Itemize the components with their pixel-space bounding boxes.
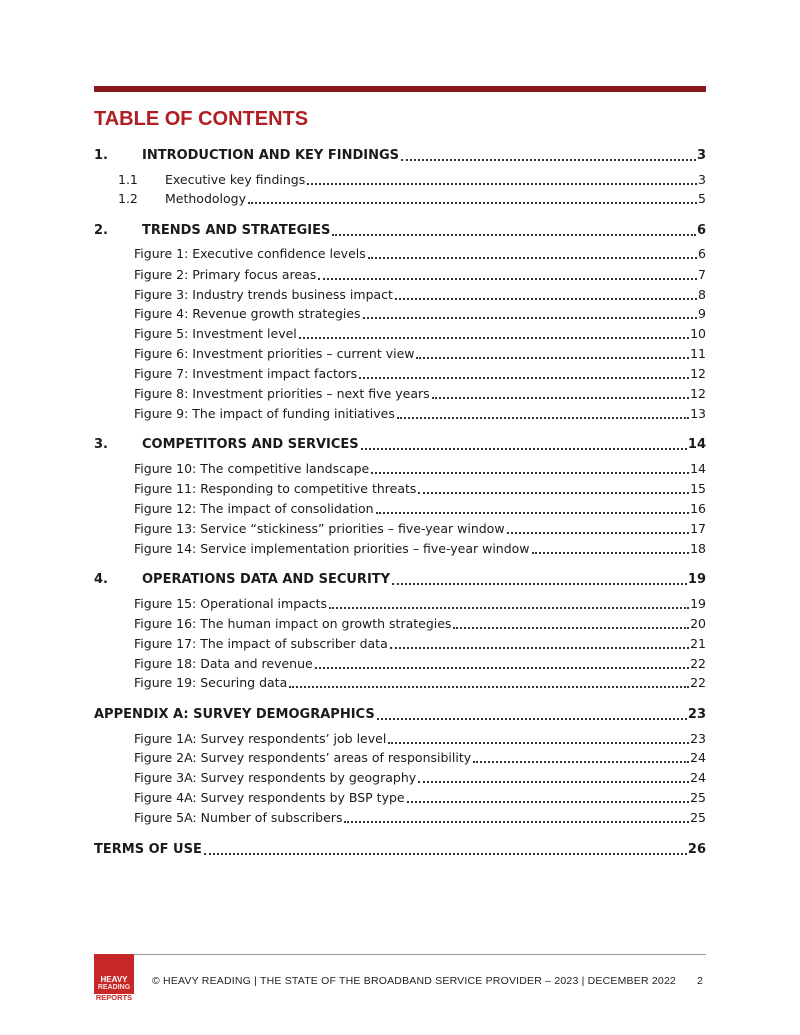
toc-entry-text: TERMS OF USE bbox=[94, 842, 202, 857]
toc-entry-text: Figure 10: The competitive landscape bbox=[134, 461, 370, 476]
toc-entry-text: Executive key findings bbox=[165, 172, 306, 187]
dot-leader bbox=[416, 356, 689, 359]
toc-entry-page: 12 bbox=[690, 366, 706, 381]
toc-figure-entry[interactable] bbox=[134, 519, 706, 537]
toc-section-entry[interactable] bbox=[94, 705, 706, 723]
toc-figure-entry[interactable] bbox=[134, 673, 706, 691]
toc-entry-page: 6 bbox=[698, 246, 706, 261]
dot-leader bbox=[371, 471, 689, 474]
toc-figure-entry[interactable] bbox=[134, 459, 706, 477]
toc-entry-page: 9 bbox=[698, 306, 706, 321]
dot-leader bbox=[332, 233, 696, 236]
toc-entry-number: 4. bbox=[94, 572, 108, 587]
heavy-reading-logo bbox=[94, 954, 134, 1002]
dot-leader bbox=[401, 158, 696, 161]
dot-leader bbox=[376, 511, 690, 514]
dot-leader bbox=[299, 336, 689, 339]
toc-entry-page: 26 bbox=[687, 842, 706, 857]
toc-entry-page: 10 bbox=[690, 326, 706, 341]
dot-leader bbox=[344, 820, 689, 823]
dot-leader bbox=[318, 277, 697, 280]
footer-rule bbox=[134, 954, 706, 955]
dot-leader bbox=[377, 717, 687, 720]
toc-entry-text: Figure 4: Revenue growth strategies bbox=[134, 306, 361, 321]
toc-section-entry[interactable] bbox=[94, 570, 706, 588]
logo-line-3: REPORTS bbox=[95, 993, 133, 1002]
dot-leader bbox=[388, 741, 689, 744]
header-rule bbox=[94, 86, 706, 92]
dot-leader bbox=[432, 396, 689, 399]
toc-entry-page: 12 bbox=[690, 386, 706, 401]
toc-entry-text: INTRODUCTION AND KEY FINDINGS bbox=[142, 148, 399, 163]
toc-entry-number: 1.2 bbox=[118, 191, 138, 206]
toc-entry-number: 3. bbox=[94, 437, 108, 452]
toc-entry-text: Figure 14: Service implementation priorities – five-year window bbox=[134, 541, 530, 556]
toc-figure-entry[interactable] bbox=[134, 324, 706, 342]
toc-entry-page: 22 bbox=[690, 675, 706, 690]
toc-entry-text: APPENDIX A: SURVEY DEMOGRAPHICS bbox=[94, 707, 375, 722]
toc-entry-page: 25 bbox=[690, 810, 706, 825]
dot-leader bbox=[418, 491, 689, 494]
toc-entry-text: Figure 15: Operational impacts bbox=[134, 596, 328, 611]
toc-entry-page: 16 bbox=[690, 501, 706, 516]
toc-entry-page: 8 bbox=[698, 287, 706, 302]
dot-leader bbox=[368, 256, 697, 259]
toc-entry-text: Figure 8: Investment priorities – next five years bbox=[134, 386, 430, 401]
dot-leader bbox=[392, 582, 687, 585]
dot-leader bbox=[307, 182, 697, 185]
toc-entry-page: 14 bbox=[690, 461, 706, 476]
toc-entry-page: 6 bbox=[696, 223, 706, 238]
dot-leader bbox=[532, 551, 690, 554]
logo-line-1: HEAVY bbox=[100, 975, 128, 984]
toc-entry-text: Figure 19: Securing data bbox=[134, 675, 288, 690]
toc-entry-page: 19 bbox=[690, 596, 706, 611]
toc-section-entry[interactable] bbox=[94, 221, 706, 239]
dot-leader bbox=[473, 760, 689, 763]
toc-subsection-entry[interactable] bbox=[118, 189, 706, 207]
toc-entry-text: Figure 11: Responding to competitive threats bbox=[134, 481, 417, 496]
toc-subsection-entry[interactable] bbox=[118, 170, 706, 188]
toc-entry-number: 1. bbox=[94, 148, 108, 163]
toc-figure-entry[interactable] bbox=[134, 479, 706, 497]
toc-entry-text: TRENDS AND STRATEGIES bbox=[142, 223, 331, 238]
toc-entry-number: 2. bbox=[94, 223, 108, 238]
dot-leader bbox=[289, 685, 689, 688]
toc-entry-text: Figure 13: Service “stickiness” priorities – five-year window bbox=[134, 521, 505, 536]
logo-line-2: READING bbox=[97, 984, 131, 991]
toc-figure-entry[interactable] bbox=[134, 654, 706, 672]
toc-figure-entry[interactable] bbox=[134, 748, 706, 766]
toc-figure-entry[interactable] bbox=[134, 304, 706, 322]
footer-page-number: 2 bbox=[697, 975, 703, 987]
toc-entry-page: 24 bbox=[690, 750, 706, 765]
dot-leader bbox=[329, 606, 689, 609]
toc-entry-page: 23 bbox=[687, 707, 706, 722]
toc-figure-entry[interactable] bbox=[134, 285, 706, 303]
toc-figure-entry[interactable] bbox=[134, 344, 706, 362]
dot-leader bbox=[507, 531, 690, 534]
toc-entry-text: OPERATIONS DATA AND SECURITY bbox=[142, 572, 391, 587]
dot-leader bbox=[453, 626, 689, 629]
toc-section-entry[interactable] bbox=[94, 435, 706, 453]
toc-section-entry[interactable] bbox=[94, 840, 706, 858]
toc-entry-page: 7 bbox=[698, 267, 706, 282]
toc-figure-entry[interactable] bbox=[134, 594, 706, 612]
toc-figure-entry[interactable] bbox=[134, 244, 706, 262]
dot-leader bbox=[248, 201, 697, 204]
toc-figure-entry[interactable] bbox=[134, 265, 706, 283]
toc-entry-page: 15 bbox=[690, 481, 706, 496]
toc-figure-entry[interactable] bbox=[134, 788, 706, 806]
toc-section-entry[interactable] bbox=[94, 146, 706, 164]
toc-entry-text: Methodology bbox=[165, 191, 246, 206]
toc-entry-page: 3 bbox=[696, 148, 706, 163]
toc-entry-text: Figure 3: Industry trends business impact bbox=[134, 287, 393, 302]
toc-entry-text: Figure 1A: Survey respondents’ job level bbox=[134, 731, 387, 746]
toc-entry-text: COMPETITORS AND SERVICES bbox=[142, 437, 359, 452]
toc-figure-entry[interactable] bbox=[134, 614, 706, 632]
page-title: TABLE OF CONTENTS bbox=[94, 108, 309, 130]
dot-leader bbox=[397, 416, 689, 419]
toc-entry-text: Figure 12: The impact of consolidation bbox=[134, 501, 374, 516]
toc-entry-page: 19 bbox=[687, 572, 706, 587]
toc-entry-text: Figure 17: The impact of subscriber data bbox=[134, 636, 388, 651]
toc-entry-text: Figure 2: Primary focus areas bbox=[134, 267, 317, 282]
toc-entry-page: 14 bbox=[687, 437, 706, 452]
toc-entry-text: Figure 7: Investment impact factors bbox=[134, 366, 358, 381]
dot-leader bbox=[418, 780, 689, 783]
toc-figure-entry[interactable] bbox=[134, 384, 706, 402]
toc-figure-entry[interactable] bbox=[134, 539, 706, 557]
toc-entry-text: Figure 18: Data and revenue bbox=[134, 656, 313, 671]
toc-entry-page: 13 bbox=[690, 406, 706, 421]
toc-entry-page: 11 bbox=[690, 346, 706, 361]
toc-entry-text: Figure 2A: Survey respondents’ areas of responsibility bbox=[134, 750, 472, 765]
toc-entry-page: 23 bbox=[690, 731, 706, 746]
toc-entry-page: 22 bbox=[690, 656, 706, 671]
dot-leader bbox=[407, 800, 689, 803]
toc-entry-text: Figure 5: Investment level bbox=[134, 326, 297, 341]
toc-entry-number: 1.1 bbox=[118, 172, 138, 187]
dot-leader bbox=[359, 376, 689, 379]
toc-figure-entry[interactable] bbox=[134, 808, 706, 826]
toc-entry-page: 5 bbox=[698, 191, 706, 206]
toc-entry-page: 3 bbox=[698, 172, 706, 187]
dot-leader bbox=[363, 316, 697, 319]
dot-leader bbox=[390, 646, 689, 649]
toc-figure-entry[interactable] bbox=[134, 499, 706, 517]
dot-leader bbox=[395, 297, 697, 300]
toc-entry-text: Figure 16: The human impact on growth strategies bbox=[134, 616, 452, 631]
toc-entry-text: Figure 4A: Survey respondents by BSP type bbox=[134, 790, 405, 805]
toc-figure-entry[interactable] bbox=[134, 364, 706, 382]
toc-entry-text: Figure 6: Investment priorities – current view bbox=[134, 346, 415, 361]
toc-entry-page: 21 bbox=[690, 636, 706, 651]
toc-figure-entry[interactable] bbox=[134, 729, 706, 747]
toc-figure-entry[interactable] bbox=[134, 768, 706, 786]
toc-entry-page: 17 bbox=[690, 521, 706, 536]
toc-entry-page: 24 bbox=[690, 770, 706, 785]
dot-leader bbox=[315, 666, 689, 669]
toc-entry-page: 20 bbox=[690, 616, 706, 631]
toc-entry-text: Figure 5A: Number of subscribers bbox=[134, 810, 343, 825]
toc-entry-page: 25 bbox=[690, 790, 706, 805]
toc-entry-text: Figure 3A: Survey respondents by geography bbox=[134, 770, 417, 785]
toc-entry-text: Figure 9: The impact of funding initiatives bbox=[134, 406, 395, 421]
toc-figure-entry[interactable] bbox=[134, 634, 706, 652]
toc-entry-page: 18 bbox=[690, 541, 706, 556]
dot-leader bbox=[361, 447, 687, 450]
toc-figure-entry[interactable] bbox=[134, 404, 706, 422]
toc-entry-text: Figure 1: Executive confidence levels bbox=[134, 246, 366, 261]
footer-text: © HEAVY READING | THE STATE OF THE BROADBAND SERVICE PROVIDER – 2023 | DECEMBER 2022 bbox=[152, 975, 677, 987]
dot-leader bbox=[204, 852, 687, 855]
